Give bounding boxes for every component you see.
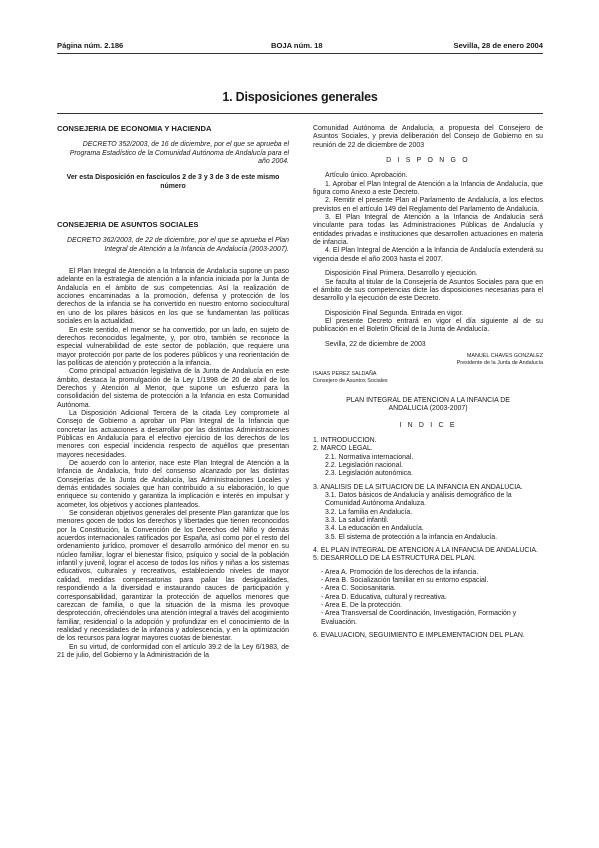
- preamble-paragraph: Se consideran objetivos generales del presente Plan garantizar que los menores gocen de todos los derechos y libertades que tienen reconocidos por la Constitución, la Convención de los Derechos del Niño y demás acuerdos internacionales ratificados por España, así como por el resto del ordenamiento jurídico, promover el desarrollo armónico del menor en su núcleo familiar, lograr el bienestar físico, psíquico y social de la población infantil y juvenil, lograr el acceso de todos los niños y niñas a los sistemas educativos, culturales y recreativos, estableciendo niveles de mayor calidad, medidas compensatorias para paliar las desigualdades, respondiendo a la diversidad e instaurando cauces de participación y corresponsabilidad, garantizar la protección de aquellos menores que carezcan de familia, o que la situación de la misma les provoque desprotección, ofreciéndoles una atención integral a través del acogimiento familiar, residencial o la adopción y profundizar en el conocimiento de la realidad y necesidades de la infancia y adolescencia, y en la optimización de los recursos para lograr mayores cuotas de bienestar.: [57, 510, 289, 643]
- preamble: [57, 268, 289, 660]
- dispongo-heading: D I S P O N G O: [386, 157, 470, 165]
- decree-362-title: DECRETO 362/2003, de 22 de diciembre, por el que se aprueba el Plan Integral de Atención a la Infancia de Andalucía (2003-2007).: [66, 237, 289, 253]
- article-item: 3. El Plan Integral de Atención a la Infancia de Andalucía será vinculante para todas las Administraciones Públicas de Andalucía y entidades privadas e instituciones que desarrollen actuaciones en materia de infancia.: [313, 214, 543, 247]
- publication-date: Sevilla, 28 de enero 2004: [453, 41, 543, 50]
- toc-item: 5. DESARROLLO DE LA ESTRUCTURA DEL PLAN.: [313, 555, 476, 563]
- preamble-paragraph: El Plan Integral de Atención a la Infancia de Andalucía supone un paso adelante en la estrategia de atención a la infancia iniciada por la Junta de Andalucía en el ámbito de sus competencias. Así la realización de acciones encaminadas a la promoción, defensa y protección de los derechos de la infancia se ha convertido en nuestro entorno sociocultural en uno de los pilares básicos en los que se fundamentan las políticas sociales en la actualidad.: [57, 268, 289, 326]
- article-title: Artículo único. Aprobación.: [325, 172, 408, 180]
- toc-area: - Area Transversal de Coordinación, Investigación, Formación y Evaluación.: [321, 610, 517, 626]
- toc-area: - Area D. Educativa, cultural y recreativa.: [321, 593, 447, 601]
- right-column: [313, 125, 543, 641]
- toc-subitem: 2.3. Legislación autonómica.: [325, 470, 413, 478]
- toc-subitem: 2.2. Legislación nacional.: [325, 461, 403, 469]
- decree-352-title: DECRETO 352/2003, de 16 de diciembre, por el que se aprueba el Programa Estadístico de la Comunidad Autónoma de Andalucía para el año 2004.: [69, 141, 289, 166]
- toc-item: 2. MARCO LEGAL.: [313, 445, 373, 453]
- toc-subitem: 2.1. Normativa internacional.: [325, 453, 414, 461]
- preamble-paragraph: La Disposición Adicional Tercera de la citada Ley compromete al Consejo de Gobierno a aprobar un Plan Integral de la Infancia que concretar las actuaciones a desarrollar por las distintas Administraciones Públicas en Andalucía para el efectivo ejercicio de los derechos de los menores con especial incidencia respecto de aquéllos que presentan mayores necesidades.: [57, 409, 289, 459]
- toc-subitem: 3.1. Datos básicos de Andalucía y análisis demográfico de la Comunidad Autónoma Andaluza.: [325, 492, 512, 508]
- preamble-paragraph: En su virtud, de conformidad con el artículo 39.2 de la Ley 6/1983, de 21 de julio, del Gobierno y la Administración de la: [57, 643, 289, 659]
- toc-area: - Area A. Promoción de los derechos de la infancia.: [321, 568, 479, 576]
- ministry-heading-asuntos-sociales: CONSEJERIA DE ASUNTOS SOCIALES: [57, 220, 199, 230]
- plan-title: PLAN INTEGRAL DE ATENCION A LA INFANCIA DE ANDALUCIA (2003-2007): [346, 396, 510, 413]
- fascicle-note: Ver esta Disposición en fascículos 2 de 3 y 3 de 3 de este mismo número: [66, 174, 280, 190]
- article-item: 1. Aprobar el Plan Integral de Atención a la Infancia de Andalucía, que figura como Anexo a este Decreto.: [313, 180, 543, 197]
- toc-area: - Area C. Sociosanitaria.: [321, 585, 396, 593]
- page-header: [57, 41, 543, 53]
- article-item: 2. Remitir el presente Plan al Parlamento de Andalucía, a los efectos previstos en el artículo 149 del Reglamento del Parlamento de Andalucía.: [313, 197, 543, 213]
- toc-subitem: 3.4. La educación en Andalucía.: [325, 525, 424, 533]
- preamble-paragraph: Como principal actuación legislativa de la Junta de Andalucía en este ámbito, destaca la promulgación de la Ley 1/1998 de 20 de abril de los Derechos y Atención al Menor, que supone un esfuerzo para la consolidación del sistema de protección a la Infancia en esta Comunidad Autónoma.: [57, 368, 289, 409]
- page-number: Página núm. 2.186: [57, 41, 124, 50]
- minister-name: ISAIAS PEREZ SALDAÑA: [313, 370, 377, 377]
- minister-role: Consejero de Asuntos Sociales: [313, 377, 388, 384]
- article-item: 4. El Plan Integral de Atención a la Infancia de Andalucía extenderá su vigencia desde el año 2003 hasta el 2007.: [313, 247, 543, 263]
- toc-item: 4. EL PLAN INTEGRAL DE ATENCION A LA INFANCIA DE ANDALUCIA.: [313, 547, 538, 555]
- final-provision-2-title: Disposición Final Segunda. Entrada en vigor.: [325, 309, 464, 317]
- toc-subitem: 3.3. La salud infantil.: [325, 517, 389, 525]
- header-rule: [57, 53, 543, 54]
- table-of-contents: [313, 437, 543, 641]
- preamble-paragraph: De acuerdo con lo anterior, nace este Plan Integral de Atención a la Infancia de Andalucía, fruto del consenso alcanzado por las distintas Consejerías de la Junta de Andalucía, las Administraciones Locales y demás entidades sociales que han contribuido a su elaboración, lo que enriquece su contenido y garantiza la implicación e interés en impulsar y acometer, los objetivos y acciones planteados.: [57, 460, 289, 509]
- left-column: [57, 125, 289, 660]
- toc-item: 1. INTRODUCCION.: [313, 436, 377, 444]
- preamble-continuation: Comunidad Autónoma de Andalucía, a propuesta del Consejero de Asuntos Sociales, y previa deliberación del Consejo de Gobierno en su reunión de 22 de diciembre de 2003: [313, 125, 543, 149]
- toc-item: 6. EVALUACION, SEGUIMIENTO E IMPLEMENTACION DEL PLAN.: [313, 632, 525, 640]
- toc-area: - Area E. De la protección.: [321, 602, 402, 610]
- bulletin-number: BOJA núm. 18: [271, 41, 323, 50]
- section-title: 1. Disposiciones generales: [222, 90, 378, 104]
- president-name: MANUEL CHAVES GONZALEZ: [466, 352, 543, 359]
- final-provision-1-title: Disposición Final Primera. Desarrollo y ejecución.: [325, 270, 478, 278]
- toc-area: - Area B. Socialización familiar en su entorno espacial.: [321, 577, 489, 585]
- ministry-heading-economia: CONSEJERIA DE ECONOMIA Y HACIENDA: [57, 124, 212, 133]
- toc-item: 3. ANALISIS DE LA SITUACION DE LA INFANCIA EN ANDALUCIA.: [313, 483, 523, 491]
- preamble-paragraph: En este sentido, el menor se ha convertido, por un lado, en sujeto de derechos reconocidos legalmente, y, por otro, también se reconoce la especial vulnerabilidad de este sector de población, que requiere una mayor protección por parte de los poderes públicos y una reorientación de las políticas de atención y protección a la infancia.: [57, 326, 289, 367]
- toc-subitem: 3.2. La familia en Andalucía.: [325, 508, 413, 516]
- section-rule: [57, 113, 543, 114]
- signing-date: Sevilla, 22 de diciembre de 2003: [325, 340, 426, 348]
- final-provision-2-text: El presente Decreto entrará en vigor el día siguiente al de su publicación en el Boletín Oficial de la Junta de Andalucía.: [313, 317, 543, 334]
- index-heading: I N D I C E: [399, 421, 457, 429]
- president-role: Presidente de la Junta de Andalucía: [456, 359, 543, 366]
- toc-subitem: 3.5. El sistema de protección a la infancia en Andalucía.: [325, 533, 498, 541]
- final-provision-1-text: Se faculta al titular de la Consejería de Asuntos Sociales para que en el ámbito de sus competencias dicte las disposiciones necesarias para el desarrollo y la ejecución de este Decreto.: [313, 278, 543, 303]
